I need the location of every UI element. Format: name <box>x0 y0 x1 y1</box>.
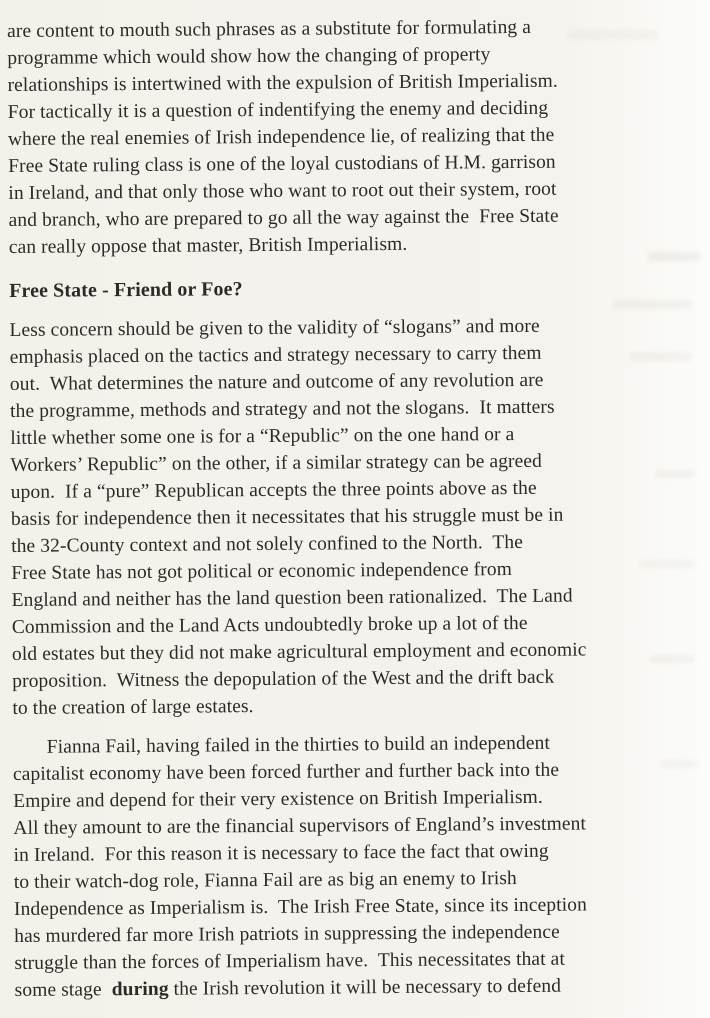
section-heading: Free State - Friend or Foe? <box>9 278 243 302</box>
paragraph: Fianna Fail, having failed in the thirties to build an independent capitalist economy have been forced further and further back into the Empire and depend for their very existence on British Imperialism. All they amount to are the financial supervisors of England’s investment in Ireland. For this reason it is necessary to face the fact that owing to their watch-dog role, Fianna Fail are as big an enemy to Irish Independence as Imperialism is. The Irish Free State, since its inception has murdered far more Irish patriots in suppressing the independence struggle than the forces of Imperialism have. This necessitates that at some stage during the Irish revolution it will be necessary to defend <box>12 732 587 1001</box>
paragraph: are content to mouth such phrases as a substitute for formulating a programme which would show how the changing of property relationships is intertwined with the expulsion of British Imperialism. For tactically it is a question of indentifying the enemy and deciding where the real enemies of Irish independence lie, of realizing that the Free State ruling class is one of the loyal custodians of H.M. garrison in Ireland, and that only those who want to root out their system, root and branch, who are prepared to go all the way against the Free State can really oppose that master, British Imperialism. <box>7 16 559 258</box>
document-page-text <box>7 13 675 1004</box>
paragraph: Less concern should be given to the validity of “slogans” and more emphasis placed on the tactics and strategy necessary to carry them out. What determines the nature and outcome of any revolution are the programme, methods and strategy and not the slogans. It matters little whether some one is for a “Republic” on the one hand or a Workers’ Republic” on the other, if a similar strategy can be agreed upon. If a “pure” Republican accepts the three points above as the basis for independence then it necessitates that his struggle must be in the 32-County context and not solely confined to the North. The Free State has not got political or economic independence from England and neither has the land question been rationalized. The Land Commission and the Land Acts undoubtedly broke up a lot of the old estates but they did not make agricultural employment and economic proposition. Witness the depopulation of the West and the drift back to the creation of large estates. <box>9 315 587 719</box>
